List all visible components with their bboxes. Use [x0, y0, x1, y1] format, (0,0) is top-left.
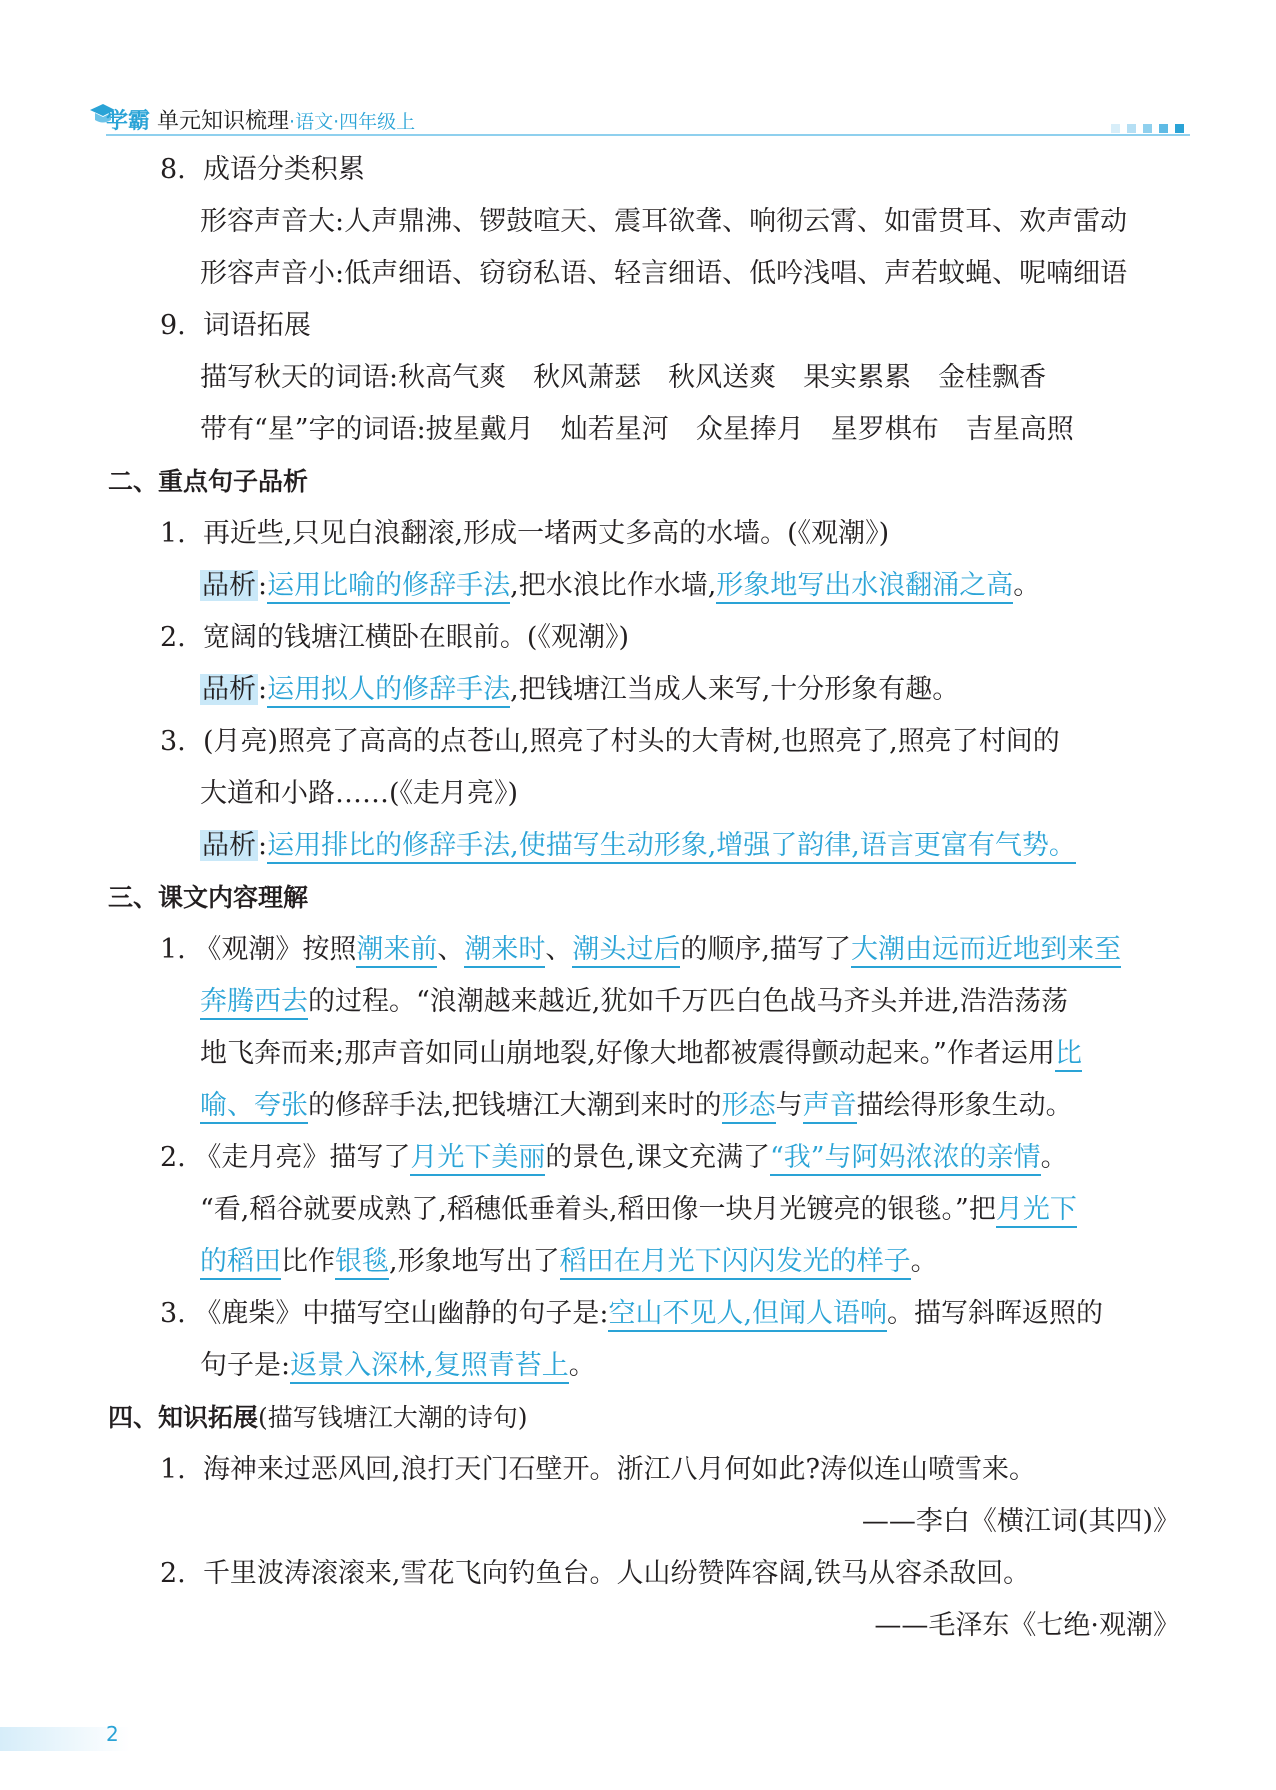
answer: 声音	[803, 1090, 857, 1124]
section-2-title: 二、重点句子品析	[108, 467, 309, 496]
answer: 月光下美丽	[410, 1142, 545, 1176]
answer: 的稻田	[200, 1246, 281, 1280]
section-4-title: 四、知识拓展(描写钱塘江大潮的诗句)	[108, 1403, 528, 1432]
sec3-p1-line-4: 喻、夸张的修辞手法,把钱塘江大潮到来时的形态与声音描绘得形象生动。	[200, 1086, 1073, 1126]
sec3-p1-line-1: 1. 《观潮》按照潮来前、潮来时、潮头过后的顺序,描写了大潮由远而近地到来至	[160, 930, 1121, 970]
header-rule	[106, 134, 1190, 136]
answer: 形象地写出水浪翻涌之高	[716, 570, 1013, 604]
item-8-heading: 8. 成语分类积累	[160, 154, 365, 185]
analysis-label: 品析	[202, 674, 256, 705]
header-book-title: 单元知识梳理	[157, 109, 290, 134]
sec4-poem-1: 1. 海神来过恶风回,浪打天门石壁开。浙江八月何如此?涛似连山喷雪来。	[160, 1454, 1036, 1485]
answer: 潮来时	[464, 934, 545, 968]
sec3-p2-line-1: 2. 《走月亮》描写了月光下美丽的景色,课文充满了“我”与阿妈浓浓的亲情。	[160, 1138, 1068, 1178]
analysis-label: 品析	[202, 830, 256, 861]
answer: 比	[1055, 1038, 1082, 1072]
item-9-line-1: 描写秋天的词语:秋高气爽 秋风萧瑟 秋风送爽 果实累累 金桂飘香	[200, 362, 1047, 393]
answer: 形态	[722, 1090, 776, 1124]
item-8-line-1: 形容声音大:人声鼎沸、锣鼓喧天、震耳欲聋、响彻云霄、如雷贯耳、欢声雷动	[200, 206, 1128, 237]
sec3-p1-line-3: 地飞奔而来;那声音如同山崩地裂,好像大地都被震得颤动起来。”作者运用比	[200, 1034, 1082, 1074]
answer: 月光下	[996, 1194, 1077, 1228]
header-brand: 学霸	[106, 109, 151, 134]
answer: 空山不见人,但闻人语响	[608, 1298, 887, 1332]
answer: 大潮由远而近地到来至	[851, 934, 1121, 968]
answer: 运用拟人的修辞手法	[267, 674, 510, 708]
answer: 运用排比的修辞手法,使描写生动形象,增强了韵律,语言更富有气势。	[267, 830, 1076, 864]
sec4-poem-2-source: ——毛泽东《七绝·观潮》	[874, 1610, 1180, 1641]
sec2-q3-analysis: 品析:运用排比的修辞手法,使描写生动形象,增强了韵律,语言更富有气势。	[200, 826, 1076, 866]
sec2-q1: 1. 再近些,只见白浪翻滚,形成一堵两丈多高的水墙。(《观潮》)	[160, 518, 890, 549]
sec2-q3: 3. (月亮)照亮了高高的点苍山,照亮了村头的大青树,也照亮了,照亮了村间的	[160, 726, 1060, 757]
sec3-p3-line-2: 句子是:返景入深林,复照青苔上。	[200, 1346, 596, 1386]
answer: 喻、夸张	[200, 1090, 308, 1124]
analysis-label: 品析	[202, 570, 256, 601]
sec3-p2-line-3: 的稻田比作银毯,形象地写出了稻田在月光下闪闪发光的样子。	[200, 1242, 938, 1282]
header-subtitle: ·语文·四年级上	[289, 111, 416, 133]
page-header	[88, 100, 1190, 140]
sec2-q2-analysis: 品析:运用拟人的修辞手法,把钱塘江当成人来写,十分形象有趣。	[200, 670, 959, 710]
sec3-p1-line-2: 奔腾西去的过程。“浪潮越来越近,犹如千万匹白色战马齐头并进,浩浩荡荡	[200, 982, 1068, 1022]
answer: 银毯	[335, 1246, 389, 1280]
answer: 返景入深林,复照青苔上	[290, 1350, 569, 1384]
answer: 潮来前	[356, 934, 437, 968]
header-decor-squares	[1104, 118, 1184, 137]
sec4-poem-2: 2. 千里波涛滚滚来,雪花飞向钓鱼台。人山纷赞阵容阔,铁马从容杀敌回。	[160, 1558, 1031, 1589]
sec2-q2: 2. 宽阔的钱塘江横卧在眼前。(《观潮》)	[160, 622, 630, 653]
answer: 稻田在月光下闪闪发光的样子	[560, 1246, 911, 1280]
sec3-p2-line-2: “看,稻谷就要成熟了,稻穗低垂着头,稻田像一块月光镀亮的银毯。”把月光下	[200, 1190, 1077, 1230]
answer: 运用比喻的修辞手法	[267, 570, 510, 604]
item-9-heading: 9. 词语拓展	[160, 310, 311, 341]
sec2-q3-line-2: 大道和小路……(《走月亮》)	[200, 778, 519, 809]
answer: 潮头过后	[572, 934, 680, 968]
section-3-title: 三、课文内容理解	[108, 883, 309, 912]
sec3-p3-line-1: 3. 《鹿柴》中描写空山幽静的句子是:空山不见人,但闻人语响。描写斜晖返照的	[160, 1294, 1103, 1334]
item-8-line-2: 形容声音小:低声细语、窃窃私语、轻言细语、低吟浅唱、声若蚊蝇、呢喃细语	[200, 258, 1128, 289]
page-number: 2	[106, 1722, 119, 1746]
header-title	[106, 104, 415, 135]
answer: “我”与阿妈浓浓的亲情	[770, 1142, 1041, 1176]
sec2-q1-analysis: 品析:运用比喻的修辞手法,把水浪比作水墙,形象地写出水浪翻涌之高。	[200, 566, 1040, 606]
sec4-poem-1-source: ——李白《横江词(其四)》	[861, 1506, 1180, 1537]
answer: 奔腾西去	[200, 986, 308, 1020]
item-9-line-2: 带有“星”字的词语:披星戴月 灿若星河 众星捧月 星罗棋布 吉星高照	[200, 414, 1074, 445]
